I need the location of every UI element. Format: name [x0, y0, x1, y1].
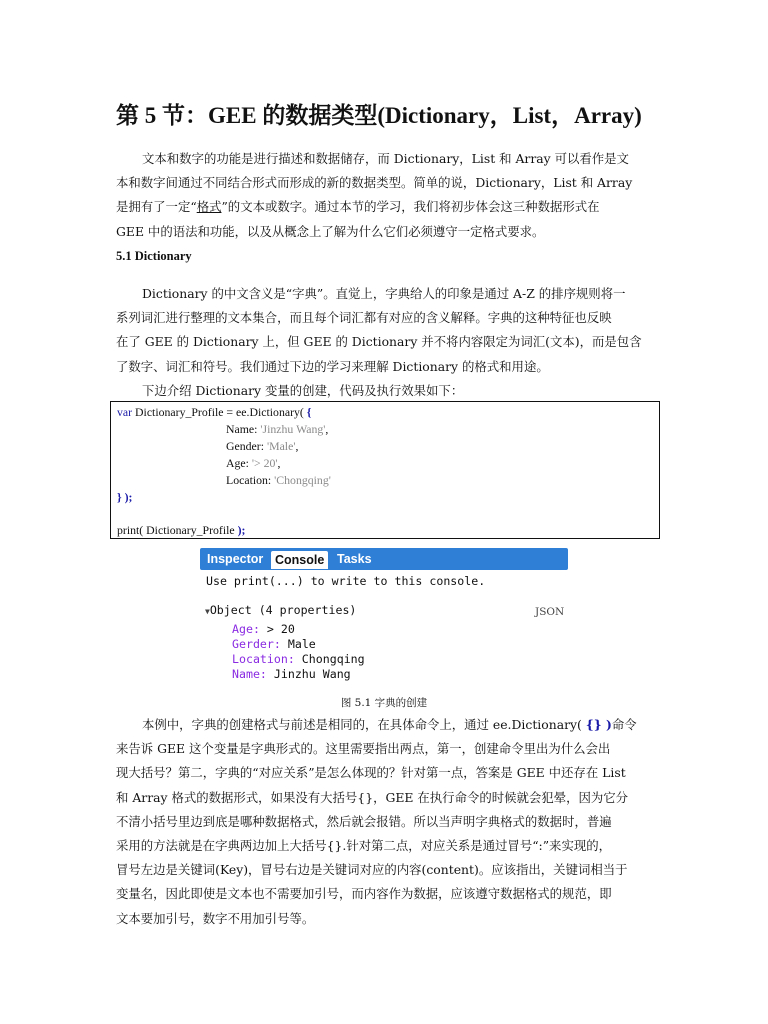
- tab-inspector[interactable]: Inspector: [207, 552, 264, 566]
- field-key: Gender:: [226, 439, 267, 453]
- code-print-close: );: [237, 523, 246, 537]
- console-hint: Use print(...) to write to this console.: [206, 574, 486, 588]
- inline-code: {} ): [585, 717, 612, 732]
- underlined-term: 格式: [196, 199, 222, 215]
- tab-tasks[interactable]: Tasks: [337, 552, 372, 566]
- explain-line: 采用的方法就是在字典两边加上大括号{}.针对第二点，对应关系是通过冒号“:”来实现的，: [116, 838, 612, 854]
- explain-line: [116, 713, 652, 737]
- section-heading: 5.1 Dictionary: [116, 249, 192, 263]
- console-object-row[interactable]: [205, 603, 356, 617]
- console-tab-bar: [200, 548, 568, 570]
- expand-triangle-icon[interactable]: ▼: [205, 607, 210, 616]
- console-prop: Age: > 20: [232, 622, 295, 636]
- field-key: Age:: [226, 456, 252, 470]
- field-sep: ,: [325, 422, 329, 436]
- explain-text: 命令: [611, 717, 637, 732]
- code-open-brace: {: [306, 405, 312, 419]
- prop-value: Jinzhu Wang: [266, 667, 351, 681]
- figure-caption: 图 5.1 字典的创建: [340, 697, 428, 709]
- intro-text: 是拥有了一定“: [116, 199, 197, 215]
- code-print: print( Dictionary_Profile: [117, 523, 238, 537]
- code-keyword: var: [117, 405, 133, 419]
- code-field: [226, 455, 281, 472]
- prop-value: > 20: [259, 622, 295, 636]
- intro-line: [116, 195, 652, 219]
- field-key: Location:: [226, 473, 275, 487]
- object-label: Object (4 properties): [209, 603, 357, 617]
- explain-line: 变量名，因此即使是文本也不需要加引号，而内容作为数据，应该遵守数据格式的规范，即: [116, 886, 612, 902]
- dictionary-paragraph: [116, 282, 652, 403]
- explain-line: 冒号左边是关键词(Key)，冒号右边是关键词对应的内容(content)。应该指出，关键词相当于: [116, 862, 628, 878]
- tab-console[interactable]: Console: [271, 551, 328, 569]
- explain-text: 本例中，字典的创建格式与前述是相同的，在具体命令上，通过 ee.Dictionary(: [142, 717, 586, 732]
- console-panel: [200, 548, 568, 686]
- intro-paragraph: [116, 147, 652, 244]
- field-value: 'Jinzhu Wang': [260, 422, 326, 436]
- console-prop: Name: Jinzhu Wang: [232, 667, 351, 681]
- code-declaration: Dictionary_Profile = ee.Dictionary(: [132, 405, 307, 419]
- prop-key: Location: [232, 652, 288, 666]
- code-block: [110, 401, 660, 539]
- intro-line: GEE 中的语法和功能，以及从概念上了解为什么它们必须遵守一定格式要求。: [116, 223, 545, 239]
- explain-line: 不清小括号里边到底是哪种数据格式，然后就会报错。所以当声明字典格式的数据时，普遍: [116, 813, 612, 829]
- explain-line: 现大括号？第二，字典的“对应关系”是怎么体现的？针对第一点，答案是 GEE 中还存在 List: [116, 765, 626, 781]
- prop-key: Gerder: [232, 637, 274, 651]
- dict-line: 系列词汇进行整理的文本集合，而且每个词汇都有对应的含义解释。字典的这种特征也反映: [116, 310, 612, 326]
- prop-key: Name: [232, 667, 260, 681]
- dict-line: 了数字、词汇和符号。我们通过下边的学习来理解 Dictionary 的格式和用途。: [116, 358, 549, 374]
- explain-line: 和 Array 格式的数据形式，如果没有大括号{}，GEE 在执行命令的时候就会犯晕，因为它分: [116, 789, 629, 805]
- prop-value: Male: [280, 637, 316, 651]
- code-line-declaration: [117, 404, 311, 421]
- console-prop: Location: Chongqing: [232, 652, 365, 666]
- explain-line: 来告诉 GEE 这个变量是字典形式的。这里需要指出两点，第一，创建命令里出为什么会出: [116, 741, 611, 757]
- field-value: '> 20': [251, 456, 278, 470]
- page-title: 第 5 节：GEE 的数据类型(Dictionary，List，Array): [116, 103, 642, 128]
- field-sep: ,: [277, 456, 281, 470]
- dict-line: Dictionary 的中文含义是“字典”。直觉上，字典给人的印象是通过 A-Z 的排序规则将一: [142, 286, 626, 301]
- code-field: [226, 472, 331, 489]
- explanation-paragraph: [116, 713, 652, 931]
- code-field: [226, 438, 298, 455]
- intro-line: 本和数字间通过不同结合形式而形成的新的数据类型。简单的说，Dictionary，List 和 Array: [116, 175, 633, 191]
- json-link[interactable]: JSON: [535, 606, 565, 618]
- field-value: 'Male': [266, 439, 296, 453]
- intro-text: ”的文本或数字。通过本节的学习，我们将初步体会这三种数据形式在: [221, 199, 600, 215]
- field-value: 'Chongqing': [274, 473, 331, 487]
- code-line-print: [117, 522, 245, 539]
- intro-line: 文本和数字的功能是进行描述和数据储存，而 Dictionary，List 和 Array 可以看作是文: [142, 151, 629, 166]
- field-sep: ,: [295, 439, 299, 453]
- field-key: Name:: [226, 422, 261, 436]
- code-field: [226, 421, 328, 438]
- explain-line: 文本要加引号，数字不用加引号等。: [116, 910, 315, 926]
- prop-key: Age: [232, 622, 253, 636]
- code-intro-line: 下边介绍 Dictionary 变量的创建，代码及执行效果如下：: [142, 382, 464, 398]
- code-close: } );: [117, 490, 133, 504]
- dict-line: 在了 GEE 的 Dictionary 上，但 GEE 的 Dictionary 并不将内容限定为词汇(文本)，而是包含: [116, 334, 642, 350]
- console-prop: Gerder: Male: [232, 637, 316, 651]
- prop-value: Chongqing: [294, 652, 365, 666]
